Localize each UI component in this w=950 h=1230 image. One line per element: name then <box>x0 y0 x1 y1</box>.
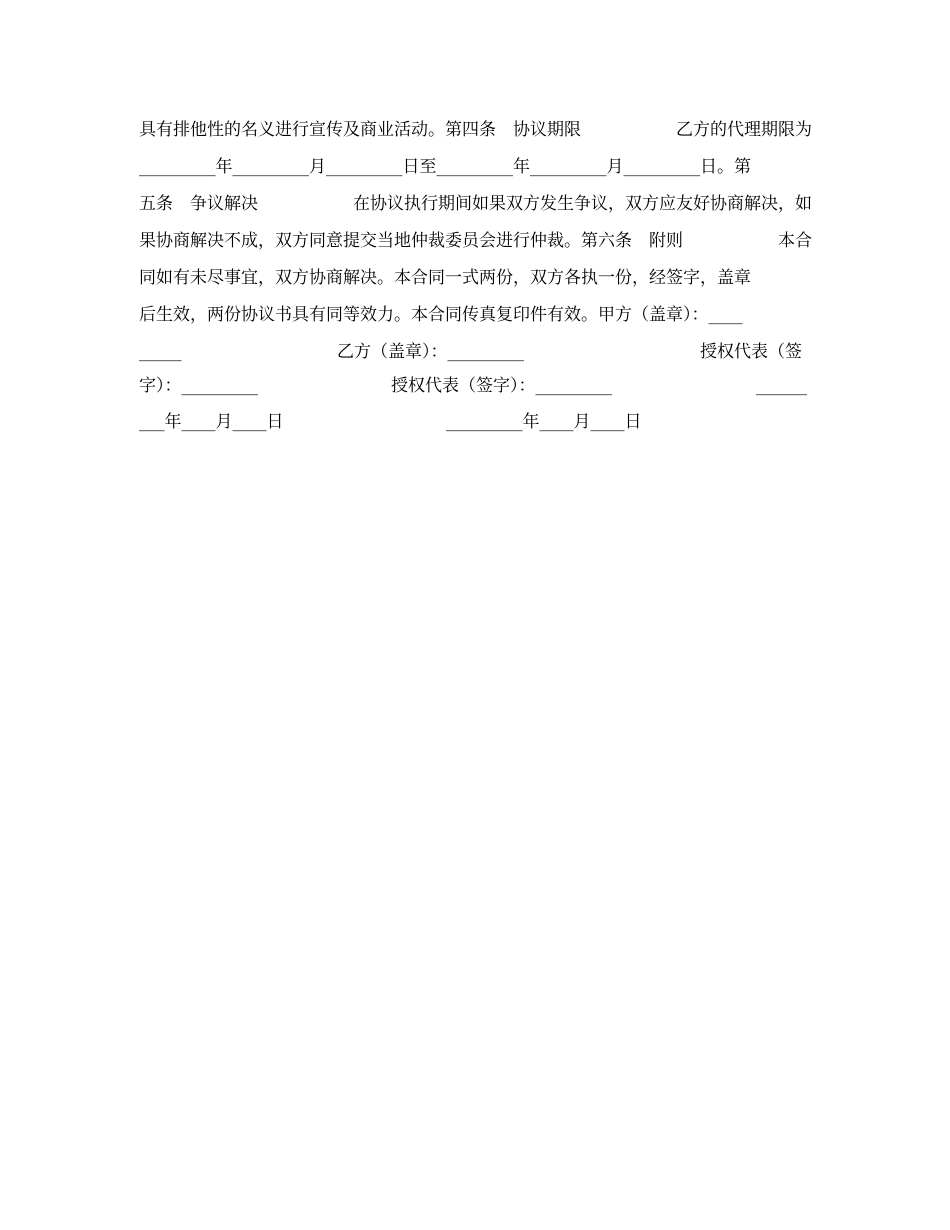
text-arbitration: 果协商解决不成，双方同意提交当地仲裁委员会进行仲裁。第六条 附则 <box>139 231 683 251</box>
signature-authorized-rep-b: 授权代表（签字）：_________ <box>391 376 612 396</box>
text-term-article-4: 具有排他性的名义进行宣传及商业活动。第四条 协议期限 <box>139 120 581 140</box>
paragraph-line-5: 同如有未尽事宜，双方协商解决。本合同一式两份，双方各执一份，经签字，盖章 <box>139 268 751 288</box>
text-article-5-title: 五条 争议解决 <box>139 194 258 214</box>
paragraph-line-3 <box>139 190 812 218</box>
paragraph-line-4 <box>139 227 812 255</box>
paragraph-line-1 <box>139 116 812 144</box>
text-contract-start: 本合 <box>778 231 812 251</box>
signature-date-blank: ______ <box>756 376 807 396</box>
signature-date-party-a: ___年____月____日 <box>139 412 284 432</box>
signature-authorized-rep-a-part1: 授权代表（签 <box>700 342 802 362</box>
text-agency-period: 乙方的代理期限为 <box>676 120 812 140</box>
signature-authorized-rep-a-part2: 字）：_________ <box>139 376 258 396</box>
signature-blank-party-a: _____ <box>139 342 182 362</box>
signature-date-party-b: _________年____月____日 <box>446 412 642 432</box>
signature-party-b-seal: 乙方（盖章）：_________ <box>337 342 524 362</box>
text-dispute-resolution: 在协议执行期间如果双方发生争议，双方应友好协商解决，如 <box>353 194 812 214</box>
paragraph-line-2: _________年_________月_________日至_________年_________月_________日。第 <box>139 157 751 177</box>
paragraph-line-6: 后生效，两份协议书具有同等效力。本合同传真复印件有效。甲方（盖章）：____ <box>139 305 743 325</box>
